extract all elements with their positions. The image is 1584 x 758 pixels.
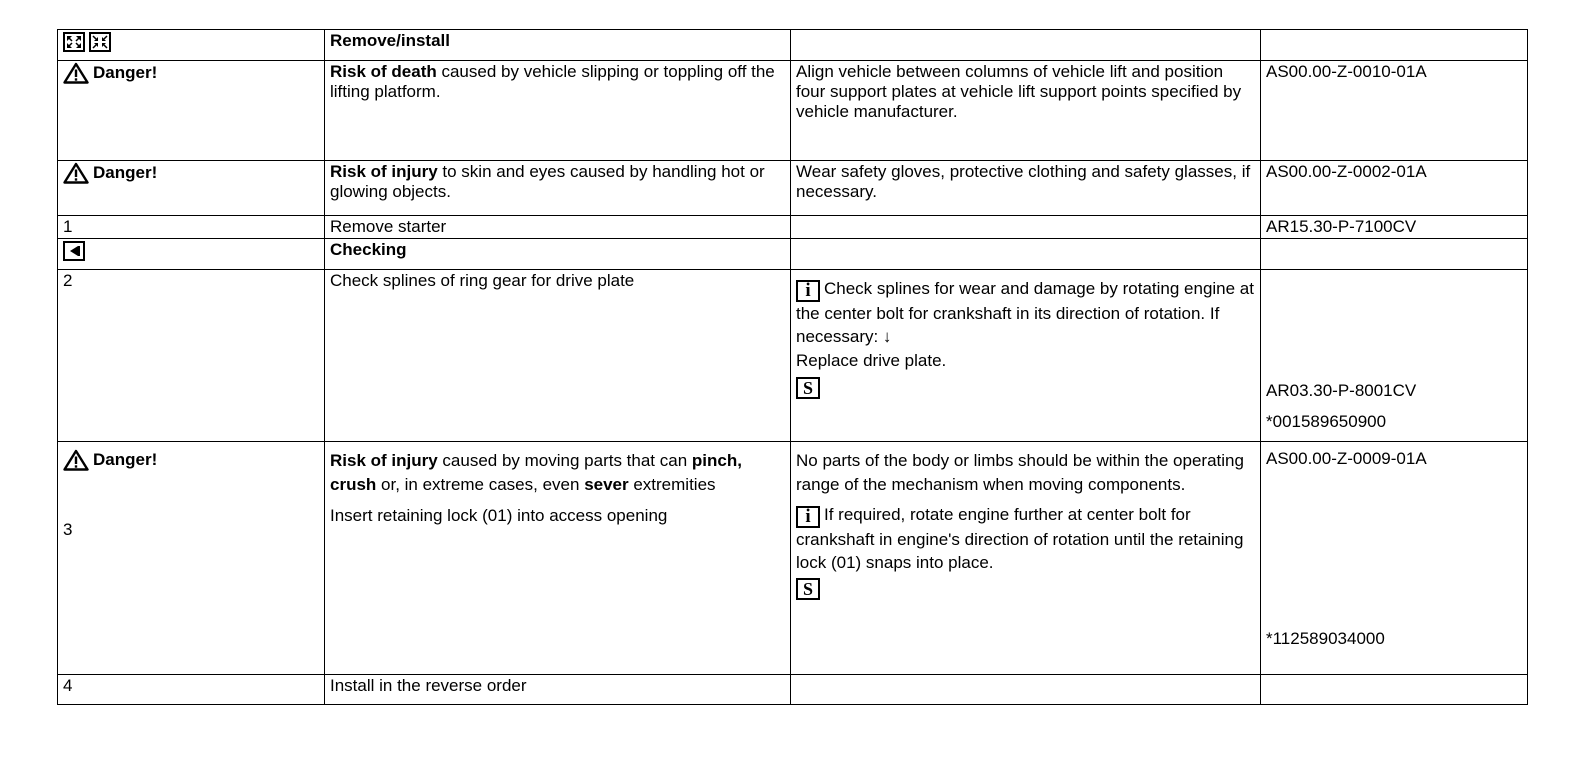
risk-text: caused by vehicle slipping or toppling off the lifting platform. bbox=[330, 62, 775, 101]
info-icon: i bbox=[796, 280, 820, 302]
danger-row bbox=[58, 442, 1528, 675]
reference-cell bbox=[1261, 442, 1528, 675]
step-row bbox=[58, 675, 1528, 705]
reference-text: AS00.00-Z-0009-01A bbox=[1266, 449, 1427, 468]
checking-icon bbox=[63, 241, 85, 261]
step-number: 1 bbox=[58, 216, 325, 239]
measure-cell bbox=[791, 442, 1261, 675]
step-row bbox=[58, 216, 1528, 239]
danger-label-cell bbox=[58, 61, 325, 161]
risk-text: or, in extreme cases, even bbox=[376, 475, 585, 494]
collapse-arrows-icon bbox=[89, 32, 111, 52]
risk-bold: Risk of death bbox=[330, 62, 437, 81]
procedure-table bbox=[57, 29, 1528, 705]
reference-cell bbox=[1261, 270, 1528, 442]
info-note: Check splines for wear and damage by rotating engine at the center bolt for crankshaft in its direction of rotation. If necessary: ↓ bbox=[796, 279, 1254, 346]
risk-bold: Risk of injury bbox=[330, 451, 438, 470]
step-number: 4 bbox=[58, 675, 325, 705]
danger-label: Danger! bbox=[93, 163, 158, 182]
measure-text: No parts of the body or limbs should be within the operating range of the mechanism when moving components. bbox=[796, 451, 1244, 494]
danger-label-cell bbox=[58, 442, 325, 675]
step-text: Insert retaining lock (01) into access opening bbox=[330, 506, 668, 525]
risk-cell bbox=[325, 161, 791, 216]
danger-row bbox=[58, 61, 1528, 161]
warning-triangle-icon bbox=[63, 62, 89, 84]
risk-bold: pinch, crush bbox=[330, 451, 742, 494]
checking-title: Checking bbox=[325, 239, 791, 270]
step-number: 3 bbox=[63, 520, 73, 539]
measure-cell bbox=[791, 675, 1261, 705]
header-title: Remove/install bbox=[325, 30, 791, 61]
reference-cell: AR15.30-P-7100CV bbox=[1261, 216, 1528, 239]
reference-cell: AS00.00-Z-0010-01A bbox=[1261, 61, 1528, 161]
risk-text: extremities bbox=[628, 475, 716, 494]
special-tool-icon: S bbox=[796, 377, 820, 399]
risk-cell bbox=[325, 61, 791, 161]
step-text: Install in the reverse order bbox=[325, 675, 791, 705]
measure-cell bbox=[791, 239, 1261, 270]
special-tool-icon: S bbox=[796, 578, 820, 600]
risk-text: to skin and eyes caused by handling hot or glowing objects. bbox=[330, 162, 765, 201]
info-icon: i bbox=[796, 506, 820, 528]
step-number: 2 bbox=[58, 270, 325, 442]
danger-row bbox=[58, 161, 1528, 216]
risk-cell bbox=[325, 442, 791, 675]
header-icons-cell bbox=[58, 30, 325, 61]
tool-number: *112589034000 bbox=[1266, 629, 1385, 648]
reference-cell bbox=[1261, 675, 1528, 705]
header-empty-cell bbox=[791, 30, 1261, 61]
step-text: Remove starter bbox=[325, 216, 791, 239]
warning-triangle-icon bbox=[63, 449, 89, 471]
risk-text: caused by moving parts that can bbox=[437, 451, 692, 470]
reference-text: AR03.30-P-8001CV bbox=[1266, 381, 1417, 400]
expand-arrows-icon bbox=[63, 32, 85, 52]
danger-label: Danger! bbox=[93, 63, 158, 82]
checking-row bbox=[58, 239, 1528, 270]
header-empty-cell bbox=[1261, 30, 1528, 61]
danger-label-cell bbox=[58, 161, 325, 216]
step-row bbox=[58, 270, 1528, 442]
warning-triangle-icon bbox=[63, 162, 89, 184]
info-note: If required, rotate engine further at center bolt for crankshaft in engine's direction of rotation until the retaining lock (01) snaps into place. bbox=[796, 505, 1244, 572]
action-text: Replace drive plate. bbox=[796, 350, 947, 370]
reference-cell bbox=[1261, 239, 1528, 270]
measure-cell: Align vehicle between columns of vehicle lift and position four support plates at vehicle lift support points specified by vehicle manufacturer. bbox=[791, 61, 1261, 161]
risk-bold: sever bbox=[584, 475, 629, 494]
danger-label: Danger! bbox=[93, 450, 158, 469]
checking-icon-cell bbox=[58, 239, 325, 270]
measure-cell bbox=[791, 216, 1261, 239]
reference-cell: AS00.00-Z-0002-01A bbox=[1261, 161, 1528, 216]
risk-bold: Risk of injury bbox=[330, 162, 438, 181]
step-text: Check splines of ring gear for drive plate bbox=[325, 270, 791, 442]
header-row bbox=[58, 30, 1528, 61]
tool-number: *001589650900 bbox=[1266, 412, 1387, 431]
measure-cell: Wear safety gloves, protective clothing and safety glasses, if necessary. bbox=[791, 161, 1261, 216]
measure-cell bbox=[791, 270, 1261, 442]
